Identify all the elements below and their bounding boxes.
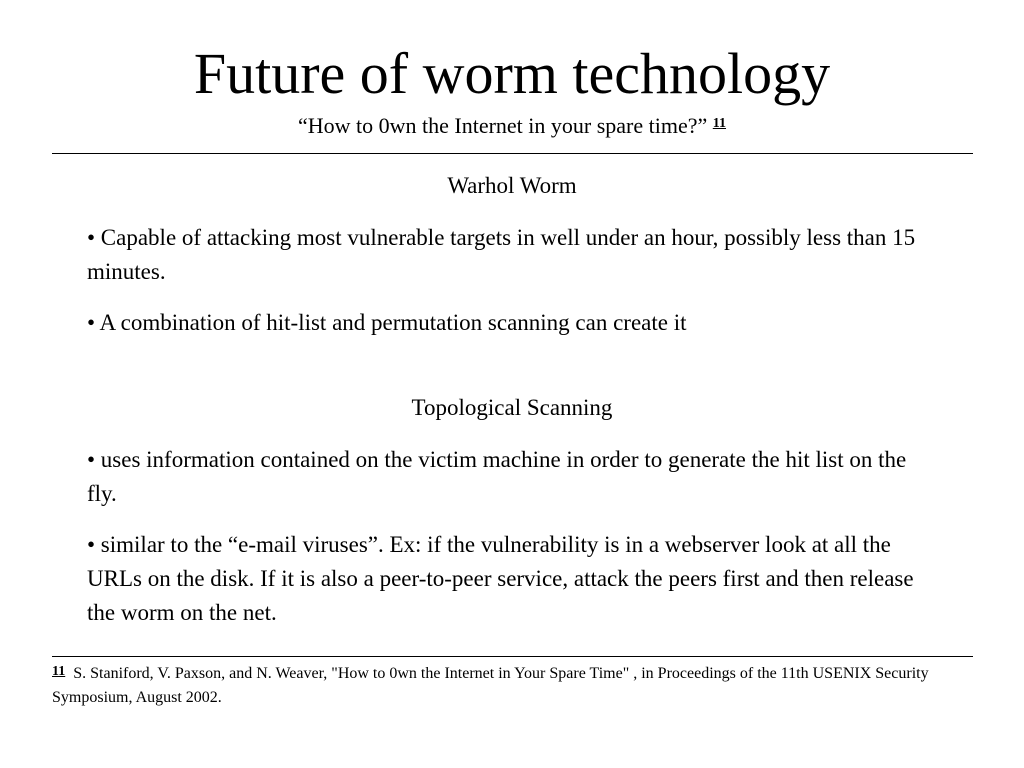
section-heading-topological-scanning: Topological Scanning: [411, 395, 613, 420]
footnote-text: S. Staniford, V. Paxson, and N. Weaver, "How to 0wn the Internet in Your Spare Time" , in Proceedings of the 11th USENIX Security Symposium, August 2002.: [52, 665, 929, 706]
slide-title: Future of worm technology: [193, 41, 831, 106]
bullet-topological-1: • uses information contained on the victim machine in order to generate the hit list on the fly.: [87, 447, 907, 506]
top-divider: [52, 153, 973, 154]
footnote-ref: 11: [52, 664, 66, 679]
subtitle-text: “How to 0wn the Internet in your spare time?”: [297, 113, 708, 138]
slide-subtitle: [0, 112, 1024, 140]
subtitle-footnote-ref[interactable]: 11: [712, 116, 727, 131]
section-heading-warhol-worm: Warhol Worm: [447, 173, 577, 198]
bullet-topological-2: • similar to the “e-mail viruses”. Ex: if the vulnerability is in a webserver look at all the URLs on the disk. If it is also a peer-to-peer service, attack the peers first and then release the worm on the net.: [87, 532, 914, 625]
bottom-divider: [52, 656, 973, 657]
bullet-warhol-1: • Capable of attacking most vulnerable targets in well under an hour, possibly less than 15 minutes.: [87, 225, 916, 284]
footnote: [52, 662, 973, 710]
bullet-warhol-2: • A combination of hit-list and permutation scanning can create it: [87, 310, 687, 335]
